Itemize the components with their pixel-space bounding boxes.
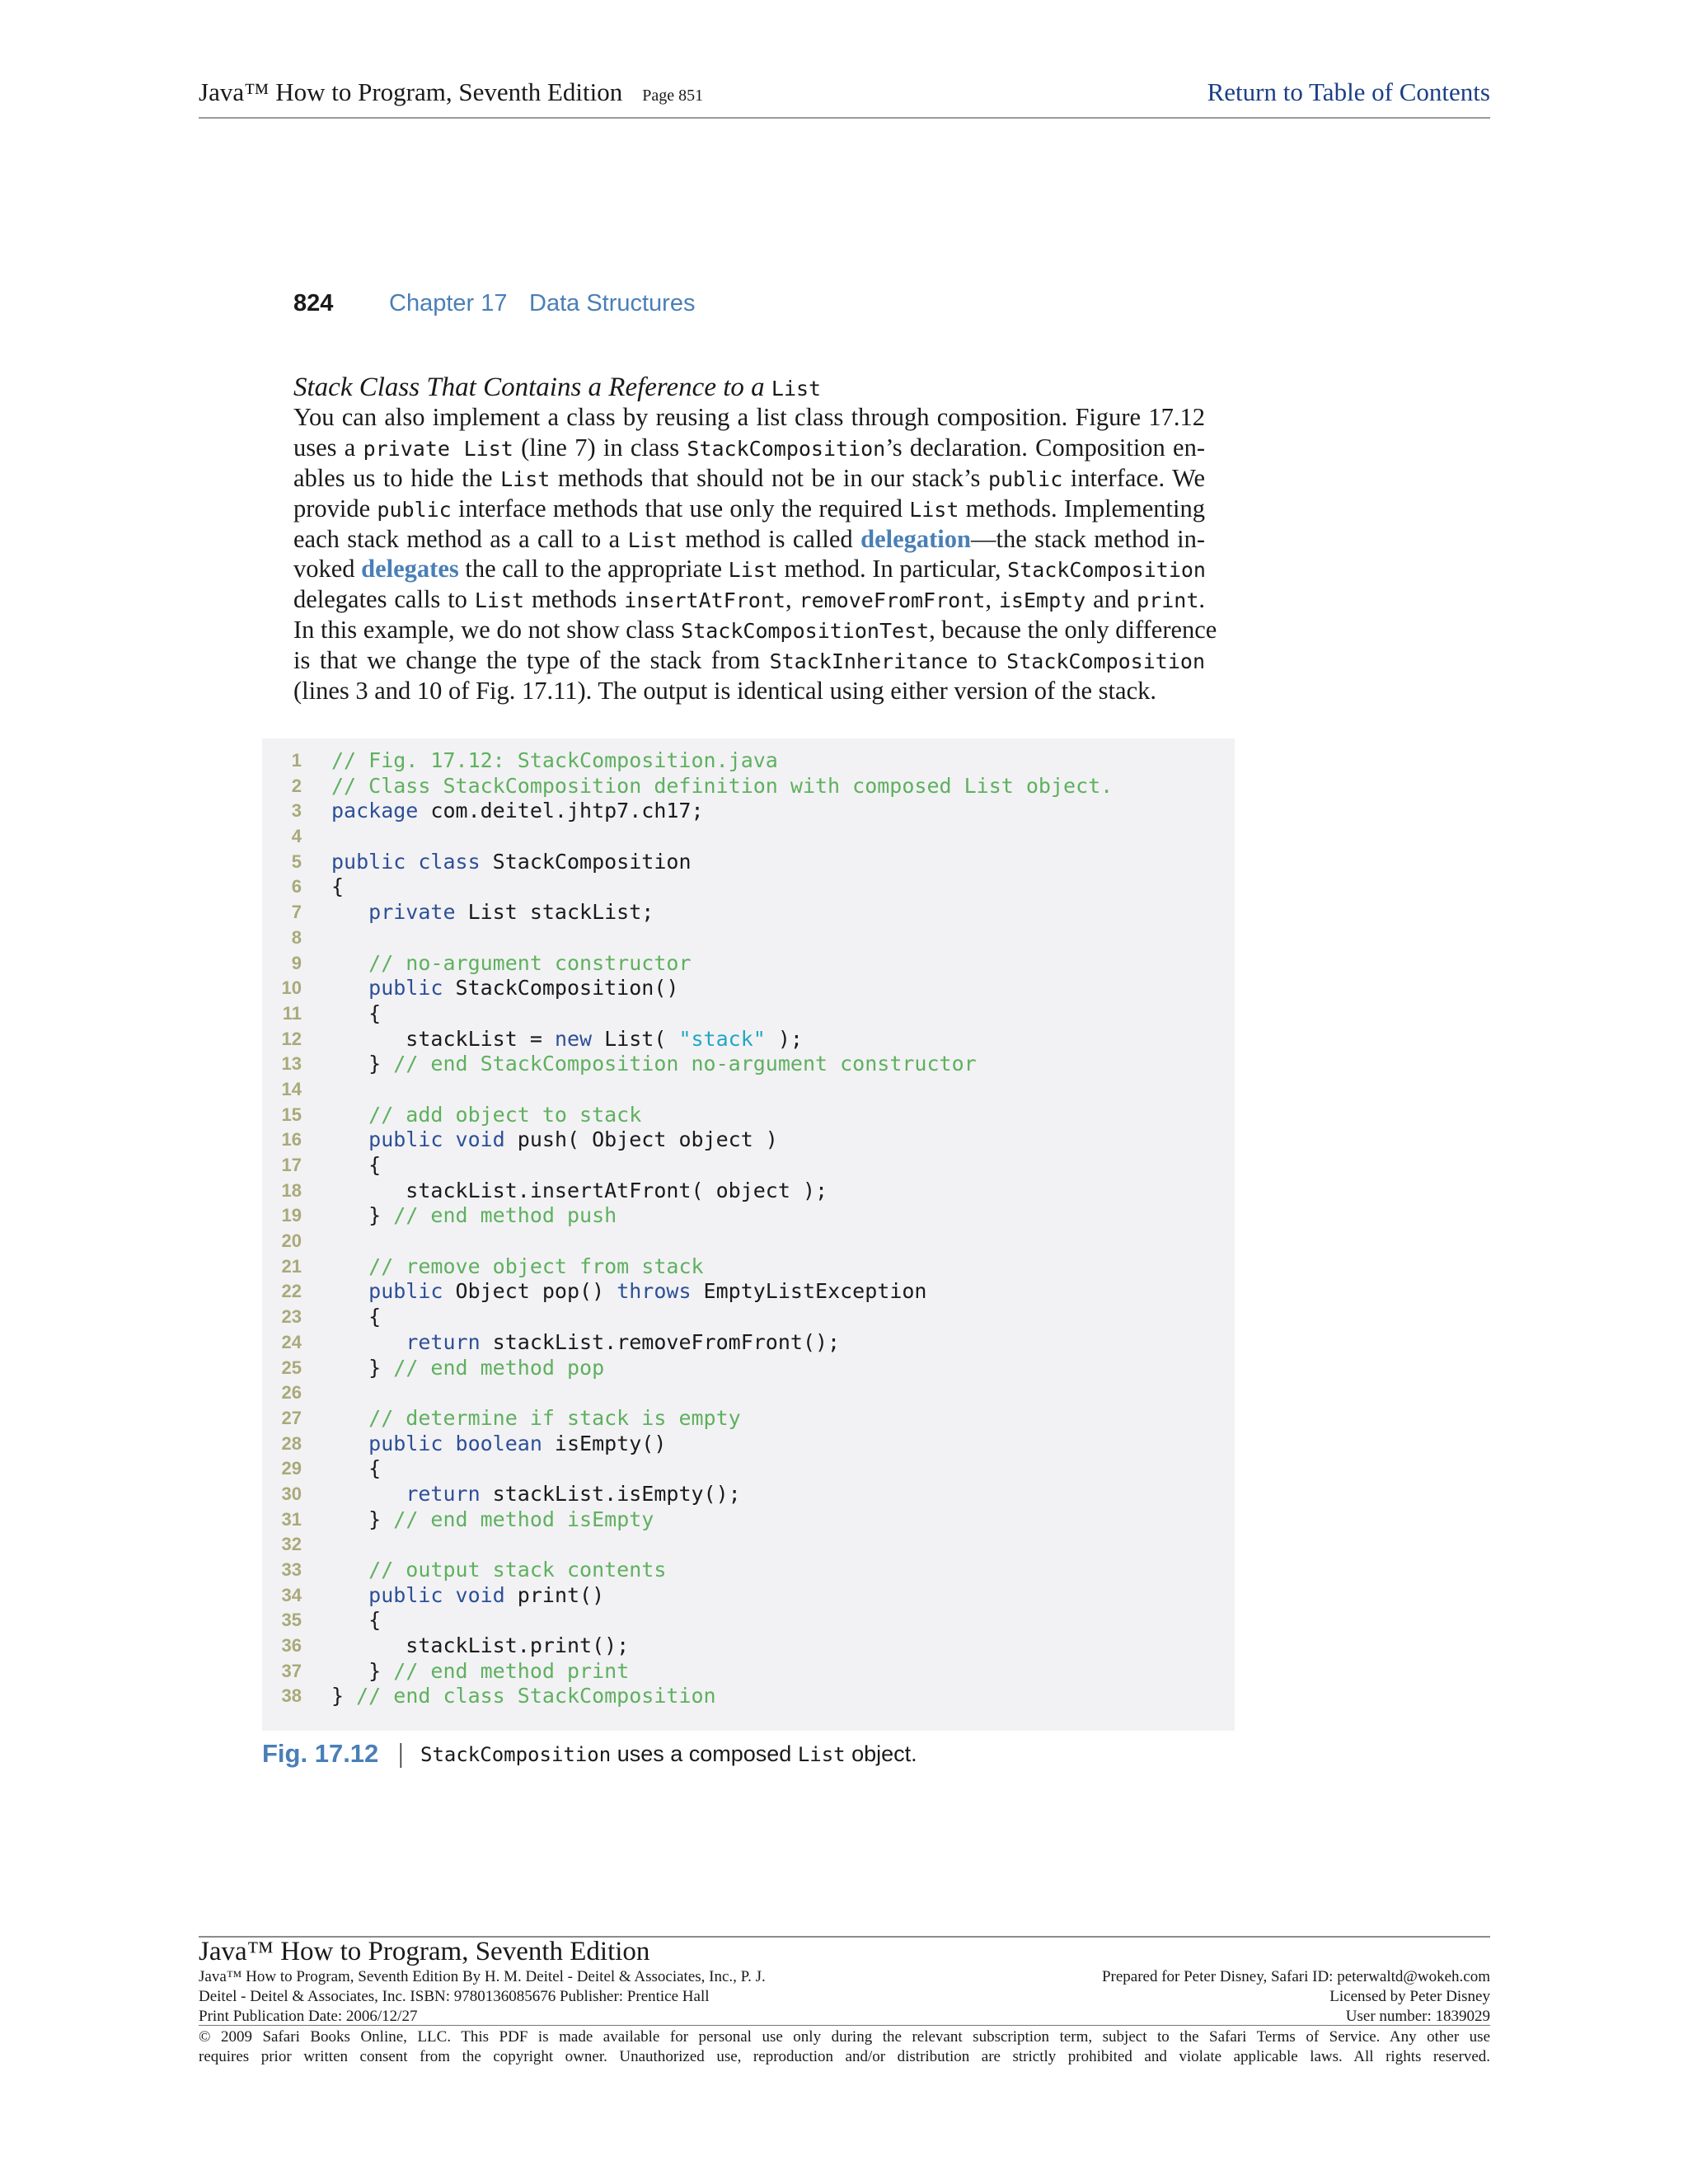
code-token: EmptyListException [691,1279,927,1304]
line-number: 20 [281,1230,302,1252]
code-text [331,748,778,774]
line-number: 3 [291,800,302,822]
code-text [331,774,1113,799]
code-token: Object pop() [443,1279,617,1304]
code-text [331,1127,778,1153]
code-line [262,1608,1235,1633]
chapter-label: Chapter 17 [389,290,508,316]
code-line [262,799,1235,824]
code-line [262,1001,1235,1027]
code-token: stackList = [331,1026,555,1051]
code-token: { [331,1456,382,1481]
code-text [331,1558,666,1583]
paragraph-text: each stack method as a call to a [293,524,628,553]
footer-right-line: User number: 1839029 [1345,2008,1490,2025]
return-to-toc-link[interactable]: Return to Table of Contents [1207,77,1490,106]
code-line [262,1203,1235,1229]
code-token: } [331,1203,394,1228]
code-text [331,1001,381,1027]
paragraph-text: methods [524,585,625,614]
code-line [262,951,1235,977]
inline-code: private List [363,436,513,461]
code-line [262,900,1235,926]
line-number: 9 [291,952,302,973]
line-number: 32 [281,1534,302,1555]
code-token: StackComposition [480,849,692,874]
code-line [262,1254,1235,1280]
code-token [331,1583,368,1607]
paragraph-text: method is called [677,524,861,553]
code-token [331,1279,368,1303]
paragraph-text: methods that should not be in our stack’s [550,463,988,492]
code-line [262,1330,1235,1356]
line-number: 38 [281,1685,302,1707]
code-line [262,824,1235,850]
code-text [331,1027,803,1052]
code-line [262,1406,1235,1432]
paragraph-line [293,676,1205,706]
line-number: 35 [281,1610,302,1631]
code-line [262,874,1235,900]
code-token: stackList.insertAtFront( object ); [331,1178,828,1202]
code-comment: // end StackComposition no-argument constructor [393,1052,977,1076]
line-number: 33 [281,1559,302,1580]
inline-code: removeFromFront [799,588,986,613]
code-text [331,900,654,926]
code-token: } [331,1658,394,1683]
code-token: { [331,1608,382,1633]
inline-code: insertAtFront [624,588,785,613]
code-comment: // end class StackComposition [356,1684,716,1708]
footer-row [199,1988,1490,2008]
code-comment: // Fig. 17.12: StackComposition.java [331,748,778,772]
code-comment: // add object to stack [368,1102,642,1127]
code-token [331,1482,406,1506]
code-token [331,1558,368,1582]
code-text [331,1608,381,1633]
code-line [262,1103,1235,1128]
paragraph-text: voked [293,555,362,583]
paragraph-text: . [1198,585,1206,614]
paragraph-line [293,645,1205,676]
inline-code: StackCompositionTest [681,619,930,644]
paragraph-text: is that we change the type of the stack from [293,646,770,675]
paragraph-text: the call to the appropriate [458,555,729,583]
line-number: 23 [281,1306,302,1328]
code-token: } [331,1684,357,1708]
inline-code: public [987,466,1063,491]
copyright-line: © 2009 Safari Books Online, LLC. This PDF is made available for personal use only during the relevant subscription term, subject to the Safari Terms of Service. Any other use [199,2028,1490,2046]
code-token: ); [765,1026,803,1051]
code-token [331,1254,368,1278]
code-token: StackComposition() [443,976,679,1001]
code-line [262,1127,1235,1153]
line-number: 5 [291,851,302,872]
code-text [331,1052,977,1077]
code-line [262,1052,1235,1077]
paragraph-text: and [1085,585,1137,614]
code-token: { [331,874,345,899]
code-keyword: public boolean [368,1431,542,1455]
code-keyword: return [406,1329,481,1354]
line-number: 19 [281,1205,302,1226]
inline-code: isEmpty [998,588,1086,613]
paragraph-text: (lines 3 and 10 of Fig. 17.11). The output is identical using either version of the stack. [293,677,1156,705]
paragraph-text: to [968,646,1007,675]
page-header [199,77,1490,119]
paragraph-text: ables us to hide the [293,463,501,492]
paragraph-text: You can also implement a class by reusing a list class through composition. Figure 17.12 [293,403,1205,431]
inline-code: StackComposition [1007,558,1206,583]
paragraph-text: In this example, we do not show class [293,616,682,644]
code-text [331,874,344,900]
inline-code: print [1137,588,1199,613]
caption-code-2: List [797,1743,846,1766]
code-token: } [331,1507,394,1531]
code-text [331,1684,716,1709]
line-number: 17 [281,1155,302,1175]
line-number: 22 [281,1281,302,1302]
code-line [262,1153,1235,1179]
code-line [262,1633,1235,1659]
code-text [331,1330,840,1356]
line-number: 34 [281,1584,302,1605]
code-line [262,1482,1235,1507]
code-token [331,1330,406,1354]
caption-separator: | [398,1739,404,1769]
code-keyword: return [406,1481,481,1506]
line-number: 21 [281,1255,302,1277]
code-keyword: public [368,1279,443,1304]
code-keyword: private [368,900,456,925]
line-number: 27 [281,1407,302,1428]
inline-code: List [627,527,678,552]
paragraph-text: delegates calls to [293,585,475,614]
code-string: "stack" [678,1026,766,1051]
code-token: { [331,1153,382,1177]
paragraph-line [293,554,1205,584]
code-comment: // output stack contents [368,1558,667,1582]
code-text [331,1203,617,1229]
code-token [331,976,368,1000]
code-line [262,1583,1235,1609]
code-token: stackList.isEmpty(); [480,1481,741,1506]
inline-code: List [909,497,959,522]
section-heading-code: List [771,377,822,401]
code-line [262,1179,1235,1204]
code-line [262,1432,1235,1457]
code-text [331,976,678,1001]
inline-code: List [474,588,525,613]
paragraph-text: provide [293,494,377,523]
code-token: } [331,1052,394,1076]
line-number: 16 [281,1129,302,1151]
inline-code: List [500,466,551,491]
code-line [262,1356,1235,1381]
code-line [262,1532,1235,1558]
footer-divider-thin [199,2025,1490,2026]
code-keyword: package [331,799,419,823]
code-token: com.deitel.jhtp7.ch17; [418,799,704,823]
code-line [262,1684,1235,1709]
footer-right-line: Licensed by Peter Disney [1329,1988,1490,2005]
code-token: } [331,1355,394,1380]
code-text [331,1482,741,1507]
line-number: 31 [281,1508,302,1530]
code-token: List( [592,1026,679,1051]
code-text [331,951,692,977]
code-text [331,1179,828,1204]
paragraph-line [293,524,1205,555]
paragraph-text: —the stack method in- [970,524,1206,553]
code-lines [262,748,1235,1709]
code-comment: // end method pop [393,1355,605,1380]
code-text [331,1254,704,1280]
code-text [331,1507,654,1533]
footer-left-line: Java™ How to Program, Seventh Edition By H. M. Deitel - Deitel & Associates, Inc., P. J. [199,1968,766,1985]
code-text [331,1406,741,1432]
code-line [262,926,1235,951]
page-number: 824 [293,290,334,316]
footer-title: Java™ How to Program, Seventh Edition [199,1937,650,1966]
line-number: 11 [282,1002,302,1024]
line-number: 2 [291,775,302,796]
line-number: 30 [281,1483,302,1504]
code-token: print() [504,1582,605,1607]
paragraph-text: method. In particular, [777,555,1008,583]
paragraph-text: (line 7) in class [513,433,687,462]
line-number: 7 [291,902,302,923]
figure-label: Fig. 17.12 [262,1739,379,1768]
code-token [331,951,368,975]
code-token: isEmpty() [542,1431,667,1455]
code-text [331,1583,604,1609]
section-heading [293,373,821,403]
inline-code: StackInheritance [769,649,968,674]
section-heading-text: Stack Class That Contains a Reference to a [293,373,765,402]
line-number: 18 [281,1179,302,1201]
code-text [331,1103,641,1128]
line-number: 29 [281,1458,302,1479]
paragraph-line [293,584,1205,615]
paragraph-text: interface. We [1062,463,1205,492]
code-comment: // determine if stack is empty [368,1405,741,1430]
line-number: 24 [281,1331,302,1352]
code-keyword: public void [368,1127,505,1152]
code-token: { [331,1001,382,1025]
paragraph-text: , [785,585,799,614]
code-token [331,900,368,924]
code-token: List stackList; [455,900,654,925]
footer-row [199,1968,1490,1989]
code-line [262,1456,1235,1482]
code-comment: // no-argument constructor [368,950,692,975]
inline-code: public [377,497,452,522]
code-token: stackList.removeFromFront(); [480,1329,841,1354]
line-number: 8 [291,926,302,948]
code-line [262,976,1235,1001]
code-line [262,1027,1235,1052]
line-number: 1 [291,750,302,771]
code-text [331,1356,604,1381]
code-line [262,850,1235,875]
code-keyword: new [554,1026,593,1051]
inline-code: List [728,558,778,583]
code-comment: // end method isEmpty [393,1507,654,1531]
code-line [262,1507,1235,1533]
line-number: 10 [281,977,302,999]
body-paragraph [293,402,1217,706]
code-comment: // remove object from stack [368,1254,704,1278]
code-text [331,799,704,824]
caption-text-mid: uses a composed [611,1741,798,1766]
line-number: 15 [281,1104,302,1125]
code-token: { [331,1305,382,1329]
code-token [331,1103,368,1127]
line-number: 13 [281,1053,302,1075]
code-text [331,850,692,875]
code-text [331,1279,926,1305]
paragraph-text: interface methods that use only the required [451,494,910,523]
code-text [331,1432,666,1457]
code-line [262,774,1235,799]
code-token: push( Object object ) [504,1127,778,1152]
inline-code: StackComposition [687,436,886,461]
chapter-title: Data Structures [529,290,696,316]
line-number: 25 [281,1357,302,1378]
code-line [262,1229,1235,1254]
paragraph-line [293,402,1205,433]
key-term: delegates [361,555,459,583]
paragraph-line [293,494,1205,524]
line-number: 28 [281,1432,302,1454]
caption-text-end: object. [845,1741,917,1766]
caption-code: StackComposition [420,1743,612,1766]
code-comment: // end method print [393,1658,630,1683]
code-line [262,1558,1235,1583]
paragraph-line [293,433,1205,463]
line-number: 4 [291,826,302,847]
line-number: 36 [281,1635,302,1657]
paragraph-line [293,463,1205,494]
code-line [262,1659,1235,1685]
paragraph-line [293,615,1217,645]
paragraph-text: uses a [293,433,363,462]
line-number: 12 [281,1028,302,1049]
code-line [262,748,1235,774]
code-line [262,1380,1235,1406]
paragraph-text: methods. Implementing [959,494,1205,523]
code-line [262,1305,1235,1330]
key-term: delegation [860,524,971,553]
caption-text [420,1741,917,1767]
code-text [331,1659,629,1685]
code-text [331,1305,381,1330]
code-text [331,1456,381,1482]
code-comment: // Class StackComposition definition with composed List object. [331,773,1114,798]
code-text [331,1153,381,1179]
line-number: 14 [281,1078,302,1099]
code-token: stackList.print(); [331,1633,630,1658]
code-keyword: public class [331,849,481,874]
code-keyword: public [368,976,443,1001]
paragraph-text: ’s declaration. Composition en- [885,433,1205,462]
page-label: Page 851 [642,87,704,105]
copyright-line: requires prior written consent from the copyright owner. Unauthorized use, reproduction and/or distribution are strictly prohibited and violate applicable laws. All rights reserved. [199,2048,1490,2065]
line-number: 6 [291,876,302,898]
paragraph-text: , [985,585,999,614]
code-token [331,1127,368,1151]
paragraph-text: , because the only difference [929,616,1217,644]
code-line [262,1077,1235,1103]
footer-left-line: Print Publication Date: 2006/12/27 [199,2008,418,2025]
code-comment: // end method push [393,1203,617,1228]
inline-code: StackComposition [1006,649,1205,674]
code-keyword: public void [368,1582,505,1607]
line-number: 26 [281,1382,302,1404]
code-text [331,1633,629,1659]
code-token [331,1406,368,1430]
code-listing [262,738,1235,1731]
line-number: 37 [281,1660,302,1681]
footer-left-line: Deitel - Deitel & Associates, Inc. ISBN: 9780136085676 Publisher: Prentice Hall [199,1988,710,2005]
book-title-text: Java™ How to Program, Seventh Edition [199,77,623,106]
code-line [262,1279,1235,1305]
code-keyword: throws [617,1279,692,1304]
footer-right-line: Prepared for Peter Disney, Safari ID: peterwaltd@wokeh.com [1101,1968,1490,1985]
book-title [199,77,703,107]
code-token [331,1432,368,1455]
